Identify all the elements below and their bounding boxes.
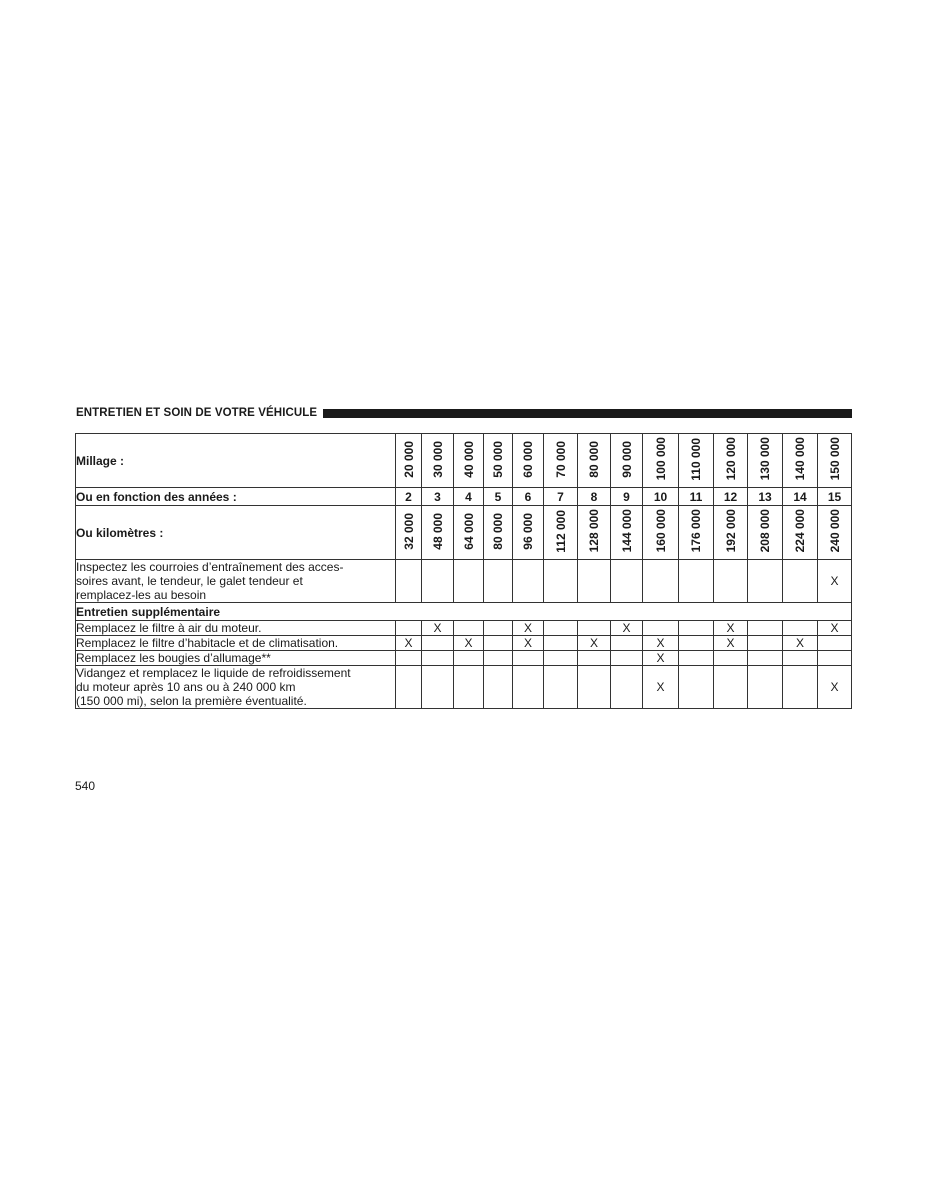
service-mark <box>396 666 422 709</box>
service-mark <box>783 621 818 636</box>
km-value: 112 000 <box>553 509 568 553</box>
mileage-value: 20 000 <box>401 440 416 478</box>
section-title: ENTRETIEN ET SOIN DE VOTRE VÉHICULE <box>76 407 318 419</box>
service-mark <box>611 666 643 709</box>
page-number: 540 <box>75 779 96 793</box>
service-mark <box>484 560 513 603</box>
service-mark <box>396 651 422 666</box>
mileage-value: 100 000 <box>653 437 668 481</box>
mileage-cell <box>818 434 852 488</box>
section-header <box>76 406 852 420</box>
service-mark <box>748 651 783 666</box>
service-mark <box>544 621 578 636</box>
service-mark <box>544 651 578 666</box>
section-label: Entretien supplémentaire <box>76 603 852 621</box>
mileage-cell <box>454 434 484 488</box>
maintenance-schedule-table <box>75 433 852 709</box>
year-cell: 15 <box>818 488 852 506</box>
service-description: Remplacez les bougies d’allumage** <box>76 651 396 666</box>
service-mark: X <box>818 666 852 709</box>
year-cell: 3 <box>422 488 454 506</box>
service-mark <box>422 666 454 709</box>
km-cell <box>611 506 643 560</box>
service-mark <box>818 636 852 651</box>
mileage-cell <box>783 434 818 488</box>
service-mark: X <box>643 636 679 651</box>
km-value: 160 000 <box>653 509 668 553</box>
service-mark <box>454 560 484 603</box>
mileage-cell <box>396 434 422 488</box>
service-mark: X <box>714 621 748 636</box>
mileage-value: 40 000 <box>461 440 476 478</box>
mileage-value: 130 000 <box>758 437 772 481</box>
year-cell: 7 <box>544 488 578 506</box>
km-row <box>76 506 852 560</box>
service-description: Remplacez le filtre d’habitacle et de climatisation. <box>76 636 396 651</box>
service-mark: X <box>454 636 484 651</box>
year-cell: 9 <box>611 488 643 506</box>
service-mark: X <box>513 636 544 651</box>
service-mark <box>513 560 544 603</box>
mileage-cell <box>484 434 513 488</box>
km-value: 144 000 <box>619 509 634 553</box>
service-mark <box>611 651 643 666</box>
mileage-value: 110 000 <box>689 437 703 481</box>
mileage-value: 120 000 <box>723 437 738 481</box>
service-mark <box>422 651 454 666</box>
service-description: Vidangez et remplacez le liquide de refroidissement du moteur après 10 ans ou à 240 000 km (150 000 mi), selon la première éventualité. <box>76 666 396 709</box>
km-value: 176 000 <box>689 509 703 553</box>
service-mark <box>679 651 714 666</box>
year-cell: 6 <box>513 488 544 506</box>
section-row <box>76 603 852 621</box>
service-mark <box>783 651 818 666</box>
service-mark <box>544 636 578 651</box>
year-cell: 5 <box>484 488 513 506</box>
mileage-cell <box>714 434 748 488</box>
service-mark: X <box>643 651 679 666</box>
km-cell <box>714 506 748 560</box>
km-value: 128 000 <box>587 509 601 553</box>
km-cell <box>513 506 544 560</box>
year-cell: 14 <box>783 488 818 506</box>
service-mark: X <box>714 636 748 651</box>
service-mark <box>714 666 748 709</box>
service-mark: X <box>396 636 422 651</box>
service-mark: X <box>422 621 454 636</box>
mileage-value: 70 000 <box>553 440 568 478</box>
service-mark <box>422 560 454 603</box>
km-value: 224 000 <box>793 509 807 553</box>
year-cell: 13 <box>748 488 783 506</box>
service-mark <box>783 560 818 603</box>
service-mark <box>544 666 578 709</box>
service-mark <box>454 651 484 666</box>
service-mark: X <box>643 666 679 709</box>
km-cell <box>748 506 783 560</box>
year-cell: 10 <box>643 488 679 506</box>
service-mark <box>396 560 422 603</box>
mileage-label: Millage : <box>76 434 396 488</box>
mileage-cell <box>578 434 611 488</box>
km-cell <box>454 506 484 560</box>
mileage-value: 60 000 <box>521 440 535 478</box>
service-mark <box>484 636 513 651</box>
mileage-value: 80 000 <box>587 440 601 478</box>
service-row <box>76 636 852 651</box>
service-mark <box>679 636 714 651</box>
service-description: Inspectez les courroies d’entraînement des acces- soires avant, le tendeur, le galet tendeur et remplacez-les au besoin <box>76 560 396 603</box>
service-mark <box>748 636 783 651</box>
year-cell: 8 <box>578 488 611 506</box>
year-cell: 12 <box>714 488 748 506</box>
service-mark <box>748 621 783 636</box>
mileage-cell <box>544 434 578 488</box>
service-mark <box>454 666 484 709</box>
mileage-value: 150 000 <box>827 437 842 481</box>
service-mark <box>714 560 748 603</box>
service-mark <box>611 636 643 651</box>
service-mark <box>643 560 679 603</box>
service-row <box>76 621 852 636</box>
year-cell: 4 <box>454 488 484 506</box>
mileage-value: 50 000 <box>491 440 505 478</box>
km-cell <box>578 506 611 560</box>
service-mark <box>748 560 783 603</box>
service-mark <box>422 636 454 651</box>
service-mark <box>396 621 422 636</box>
mileage-cell <box>679 434 714 488</box>
km-value: 240 000 <box>827 509 842 553</box>
service-mark: X <box>818 560 852 603</box>
service-row <box>76 560 852 603</box>
km-value: 208 000 <box>758 509 772 553</box>
years-row <box>76 488 852 506</box>
km-cell <box>783 506 818 560</box>
service-mark <box>484 621 513 636</box>
service-mark: X <box>783 636 818 651</box>
km-cell <box>484 506 513 560</box>
km-cell <box>818 506 852 560</box>
service-mark <box>679 621 714 636</box>
mileage-cell <box>422 434 454 488</box>
km-value: 48 000 <box>430 512 445 550</box>
mileage-value: 90 000 <box>619 440 634 478</box>
service-mark <box>818 651 852 666</box>
years-label: Ou en fonction des années : <box>76 488 396 506</box>
service-row <box>76 666 852 709</box>
header-rule <box>323 409 852 418</box>
km-cell <box>396 506 422 560</box>
mileage-cell <box>748 434 783 488</box>
service-mark: X <box>513 621 544 636</box>
mileage-cell <box>611 434 643 488</box>
km-value: 32 000 <box>401 512 416 550</box>
service-mark <box>578 621 611 636</box>
service-mark <box>513 651 544 666</box>
service-mark <box>643 621 679 636</box>
mileage-value: 30 000 <box>430 440 445 478</box>
service-mark <box>679 666 714 709</box>
service-mark <box>783 666 818 709</box>
mileage-value: 140 000 <box>793 437 807 481</box>
service-mark: X <box>611 621 643 636</box>
km-value: 64 000 <box>461 512 476 550</box>
service-mark: X <box>578 636 611 651</box>
service-row <box>76 651 852 666</box>
service-mark <box>611 560 643 603</box>
service-mark <box>578 560 611 603</box>
service-mark <box>679 560 714 603</box>
service-mark <box>578 651 611 666</box>
service-mark <box>513 666 544 709</box>
km-label: Ou kilomètres : <box>76 506 396 560</box>
km-cell <box>544 506 578 560</box>
km-value: 192 000 <box>723 509 738 553</box>
mileage-cell <box>643 434 679 488</box>
service-mark <box>454 621 484 636</box>
service-mark <box>748 666 783 709</box>
mileage-cell <box>513 434 544 488</box>
service-mark <box>714 651 748 666</box>
service-description: Remplacez le filtre à air du moteur. <box>76 621 396 636</box>
service-mark: X <box>818 621 852 636</box>
service-mark <box>484 651 513 666</box>
year-cell: 11 <box>679 488 714 506</box>
km-cell <box>679 506 714 560</box>
service-mark <box>578 666 611 709</box>
km-cell <box>422 506 454 560</box>
km-value: 96 000 <box>521 512 535 550</box>
year-cell: 2 <box>396 488 422 506</box>
km-value: 80 000 <box>491 512 505 550</box>
service-mark <box>544 560 578 603</box>
km-cell <box>643 506 679 560</box>
service-mark <box>484 666 513 709</box>
mileage-row <box>76 434 852 488</box>
